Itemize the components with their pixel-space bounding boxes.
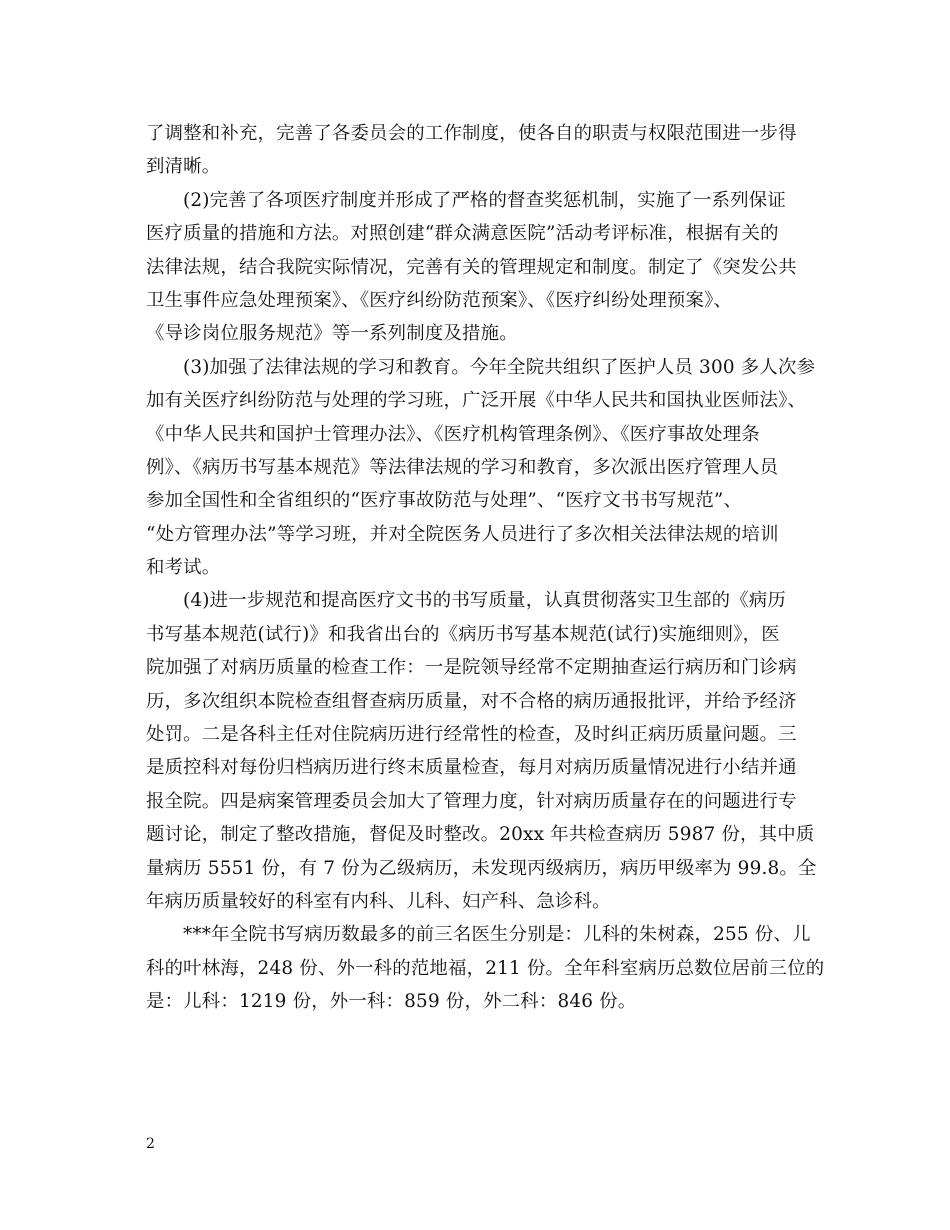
text-line: 题讨论，制定了整改措施，督促及时整改。20xx 年共检查病历 5987 份，其中质 (146, 824, 815, 846)
text-line: 院加强了对病历质量的检查工作：一是院领导经常不定期抽查运行病历和门诊病 (146, 657, 797, 679)
text-line: 报全院。四是病案管理委员会加大了管理力度，针对病历质量存在的问题进行专 (146, 790, 797, 812)
text-line: 科的叶林海，248 份、外一科的范地福，211 份。全年科室病历总数位居前三位的 (146, 957, 825, 979)
text-line: 医疗质量的措施和方法。对照创建“群众满意医院”活动考评标准，根据有关的 (146, 223, 779, 245)
text-line: 卫生事件应急处理预案》、《医疗纠纷防范预案》、《医疗纠纷处理预案》、 (146, 289, 733, 311)
text-line: 法律法规，结合我院实际情况，完善有关的管理规定和制度。制定了《突发公共 (146, 256, 797, 278)
text-line: 历，多次组织本院检查组督查病历质量，对不合格的病历通报批评，并给予经济 (146, 690, 797, 712)
text-line: 到清晰。 (146, 156, 221, 178)
text-line: 量病历 5551 份，有 7 份为乙级病历，未发现丙级病历，病历甲级率为 99.8。全 (146, 857, 817, 879)
text-line: 例》、《病历书写基本规范》等法律法规的学习和教育，多次派出医疗管理人员 (146, 456, 779, 478)
text-line: 和考试。 (146, 557, 221, 579)
text-line: ***年全院书写病历数最多的前三名医生分别是：儿科的朱树森，255 份、儿 (183, 924, 811, 946)
text-line: 参加全国性和全省组织的“医疗事故防范与处理”、“医疗文书书写规范”、 (146, 490, 743, 512)
text-line: (2)完善了各项医疗制度并形成了严格的督查奖惩机制，实施了一系列保证 (183, 189, 786, 211)
text-line: 处罚。二是各科主任对住院病历进行经常性的检查，及时纠正病历质量问题。三 (146, 724, 797, 746)
document-body (146, 117, 825, 1019)
text-line: (4)进一步规范和提高医疗文书的书写质量，认真贯彻落实卫生部的《病历 (183, 590, 786, 612)
page-number: 2 (146, 1136, 155, 1152)
text-line: 《中华人民共和国护士管理办法》、《医疗机构管理条例》、《医疗事故处理条 (146, 423, 760, 445)
text-line: “处方管理办法”等学习班，并对全院医务人员进行了多次相关法律法规的培训 (146, 523, 779, 545)
text-line: 《导诊岗位服务规范》等一系列制度及措施。 (146, 323, 518, 345)
text-line: (3)加强了法律法规的学习和教育。今年全院共组织了医护人员 300 多人次参 (183, 356, 816, 378)
text-line: 了调整和补充，完善了各委员会的工作制度，使各自的职责与权限范围进一步得 (146, 123, 797, 144)
text-line: 加有关医疗纠纷防范与处理的学习班，广泛开展《中华人民共和国执业医师法》、 (146, 390, 807, 412)
text-line: 是：儿科：1219 份，外一科：859 份，外二科：846 份。 (146, 991, 637, 1013)
text-line: 是质控科对每份归档病历进行终末质量检查，每月对病历质量情况进行小结并通 (146, 757, 797, 779)
text-line: 年病历质量较好的科室有内科、儿科、妇产科、急诊科。 (146, 890, 611, 912)
text-line: 书写基本规范(试行)》和我省出台的《病历书写基本规范(试行)实施细则》，医 (146, 623, 780, 645)
